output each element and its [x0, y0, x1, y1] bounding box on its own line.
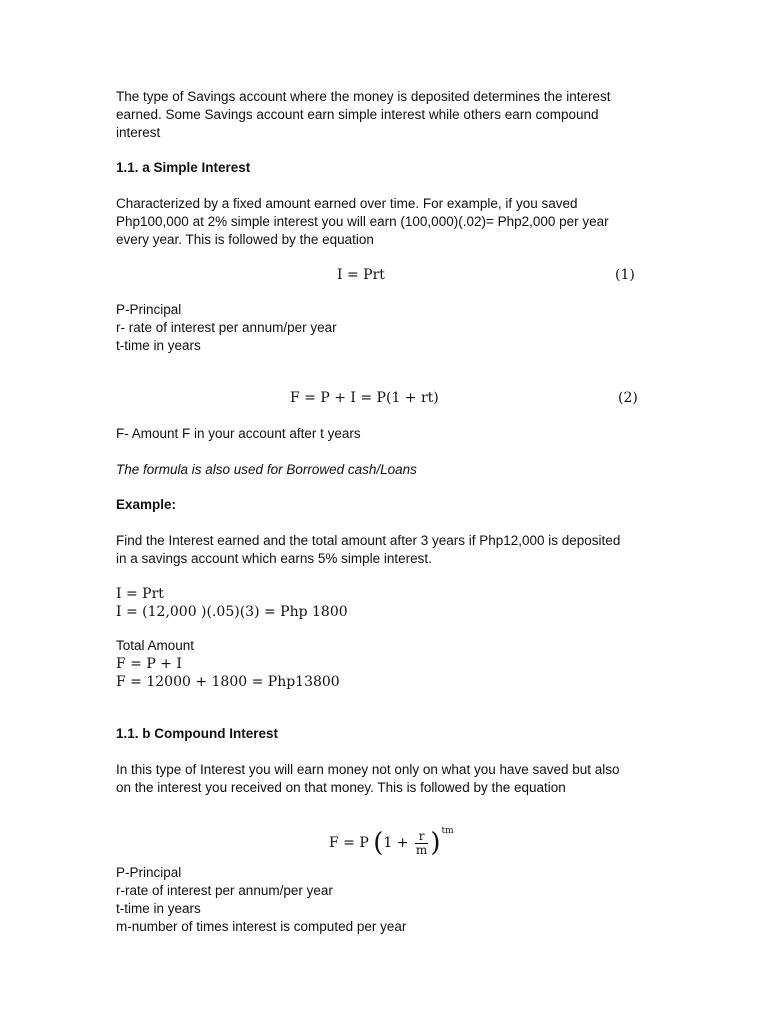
variable-definition: m-number of times interest is computed per year [116, 919, 407, 934]
description-line: on the interest you received on that money. This is followed by the equation [116, 780, 566, 795]
intro-paragraph [116, 88, 656, 142]
description-line: In this type of Interest you will earn money not only on what you have saved but also [116, 762, 620, 777]
equation-2-number: (2) [618, 390, 638, 406]
simple-interest-heading: 1.1. a Simple Interest [116, 160, 251, 175]
compound-equation-one: 1 + [383, 835, 409, 851]
compound-equation-lhs: F = P [329, 835, 369, 851]
solution-interest [116, 585, 656, 621]
total-amount-label: Total Amount [116, 638, 195, 653]
equation-1: I = Prt [337, 267, 385, 283]
equation-1-number: (1) [615, 267, 635, 283]
intro-line: The type of Savings account where the money is deposited determines the interest [116, 89, 611, 104]
solution-line: F = P + I [116, 656, 182, 672]
compound-interest-description [116, 761, 656, 797]
solution-total [116, 655, 656, 691]
variable-definition: t-time in years [116, 338, 201, 353]
solution-line: I = (12,000 )(.05)(3) = Php 1800 [116, 604, 348, 620]
equation-2: F = P + I = P(1 + rt) [290, 390, 439, 406]
compound-variable-list [116, 864, 656, 936]
simple-variable-list [116, 301, 656, 355]
problem-line: in a savings account which earns 5% simple interest. [116, 551, 432, 566]
variable-definition: t-time in years [116, 901, 201, 916]
example-problem [116, 532, 656, 568]
variable-definition: P-Principal [116, 865, 182, 880]
right-paren: ) [430, 828, 441, 858]
intro-line: earned. Some Savings account earn simple interest while others earn compound [116, 107, 599, 122]
loan-note: The formula is also used for Borrowed cash/Loans [116, 462, 417, 477]
compound-interest-heading: 1.1. b Compound Interest [116, 726, 279, 741]
variable-definition: r- rate of interest per annum/per year [116, 320, 337, 335]
compound-equation [329, 813, 454, 858]
description-line: Characterized by a fixed amount earned over time. For example, if you saved [116, 196, 578, 211]
f-definition: F- Amount F in your account after t years [116, 426, 361, 441]
intro-line: interest [116, 125, 161, 140]
description-line: every year. This is followed by the equation [116, 232, 374, 247]
simple-interest-description [116, 195, 656, 249]
example-label: Example: [116, 497, 177, 512]
fraction-numerator: r [415, 830, 428, 844]
fraction-denominator: m [415, 842, 428, 857]
exponent: tm [441, 826, 454, 836]
variable-definition: P-Principal [116, 302, 182, 317]
solution-line: I = Prt [116, 586, 164, 602]
left-paren: ( [373, 828, 384, 858]
variable-definition: r-rate of interest per annum/per year [116, 883, 333, 898]
fraction-r-over-m [415, 830, 428, 857]
problem-line: Find the Interest earned and the total amount after 3 years if Php12,000 is deposited [116, 533, 621, 548]
solution-line: F = 12000 + 1800 = Php13800 [116, 674, 340, 690]
description-line: Php100,000 at 2% simple interest you will earn (100,000)(.02)= Php2,000 per year [116, 214, 609, 229]
